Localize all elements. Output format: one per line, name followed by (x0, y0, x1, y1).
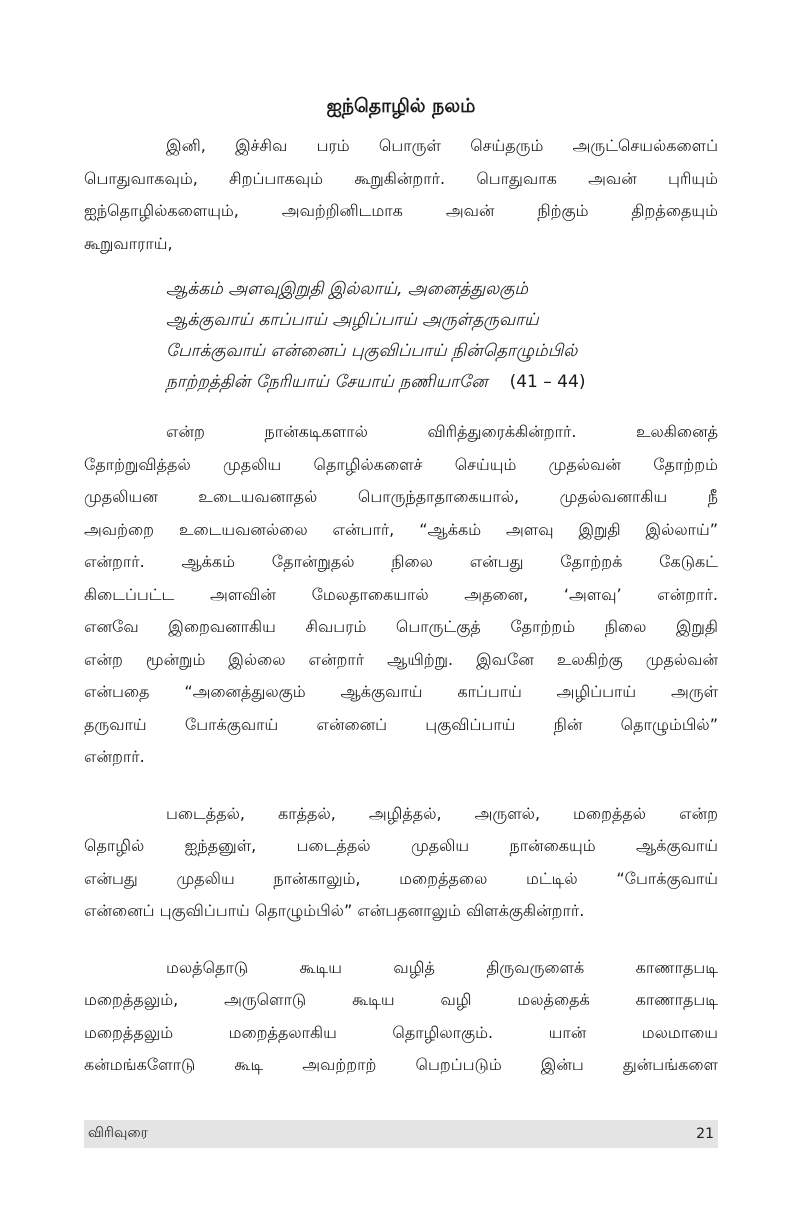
text-line: கூறுவாராய், (84, 233, 173, 253)
text-line: அவற்றை உடையவனல்லை என்பார், “ஆக்கம் அளவு இறுதி இல்லாய்” (84, 519, 718, 539)
text-line: மறைத்தலும், அருளொடு கூடிய வழி மலத்தைக் காணாதபடி (84, 990, 718, 1009)
page-footer (84, 1120, 718, 1148)
text-line: ஐந்தொழில்களையும், அவற்றினிடமாக அவன் நிற்கும் திறத்தையும் (84, 201, 718, 220)
text-line: என்ற நான்கடிகளால் விரித்துரைக்கின்றார். உலகினைத் (166, 422, 718, 441)
text-line: மறைத்தலும் மறைத்தலாகிய தொழிலாகும். யான் மலமாயை (84, 1022, 718, 1042)
verse-line (166, 367, 718, 398)
verse-line: ஆக்குவாய் காப்பாய் அழிப்பாய் அருள்தருவாய் (166, 310, 539, 330)
text-line: என்ற மூன்றும் இல்லை என்றார் ஆயிற்று. இவனே உலகிற்கு முதல்வன் (84, 649, 718, 669)
paragraph-3 (84, 798, 718, 928)
verse-reference: (41 – 44) (509, 372, 586, 392)
paragraph-2 (84, 416, 718, 774)
text-line: கிடைப்பட்ட அளவின் மேலதாகையால் அதனை, ‘அளவு’ என்றார். (84, 584, 718, 604)
text-line: தருவாய் போக்குவாய் என்னைப் புகுவிப்பாய் நின் தொழும்பில்” (84, 714, 718, 734)
text-line: தொழில் ஐந்தனுள், படைத்தல் முதலிய நான்கையும் ஆக்குவாய் (84, 836, 718, 855)
footer-section-label: விரிவுரை (88, 1125, 148, 1141)
paragraph-1 (84, 130, 718, 260)
page-body (84, 86, 718, 1082)
paragraph-4 (84, 952, 718, 1082)
verse-block (166, 274, 718, 398)
text-line: என்றார். (84, 747, 145, 766)
verse-line: போக்குவாய் என்னைப் புகுவிப்பாய் நின்தொழும்பில் (166, 341, 578, 361)
page-title: ஐந்தொழில் நலம் (326, 95, 476, 117)
text-line: முதலியன உடையவனாதல் பொருந்தாதாகையால், முதல்வனாகிய நீ (84, 487, 718, 506)
text-line: மலத்தொடு கூடிய வழித் திருவருளைக் காணாதபடி (166, 957, 718, 977)
text-line: கன்மங்களோடு கூடி அவற்றாற் பெறப்படும் இன்ப துன்பங்களை (84, 1055, 718, 1074)
text-line: என்பதை “அனைத்துலகும் ஆக்குவாய் காப்பாய் அழிப்பாய் அருள் (84, 682, 718, 701)
text-line: இனி, இச்சிவ பரம் பொருள் செய்தரும் அருட்செயல்களைப் (166, 136, 718, 155)
text-line: என்னைப் புகுவிப்பாய் தொழும்பில்” என்பதனாலும் விளக்குகின்றார். (84, 901, 585, 920)
text-line: தோற்றுவித்தல் முதலிய தொழில்களைச் செய்யும் முதல்வன் தோற்றம் (84, 454, 718, 474)
verse-line: ஆக்கம் அளவுஇறுதி இல்லாய், அனைத்துலகும் (166, 279, 529, 299)
text-line: பொதுவாகவும், சிறப்பாகவும் கூறுகின்றார். பொதுவாக அவன் புரியும் (84, 168, 718, 188)
text-line: என்றார். ஆக்கம் தோன்றுதல் நிலை என்பது தோற்றக் கேடுகட் (84, 552, 718, 571)
verse-line-text: நாற்றத்தின் நேரியாய் சேயாய் நணியானே (166, 372, 488, 392)
page-number: 21 (696, 1126, 714, 1142)
text-line: என்பது முதலிய நான்காலும், மறைத்தலை மட்டில் “போக்குவாய் (84, 868, 718, 888)
text-line: படைத்தல், காத்தல், அழித்தல், அருளல், மறைத்தல் என்ற (166, 803, 718, 823)
text-line: எனவே இறைவனாகிய சிவபரம் பொருட்குத் தோற்றம் நிலை இறுதி (84, 617, 718, 636)
